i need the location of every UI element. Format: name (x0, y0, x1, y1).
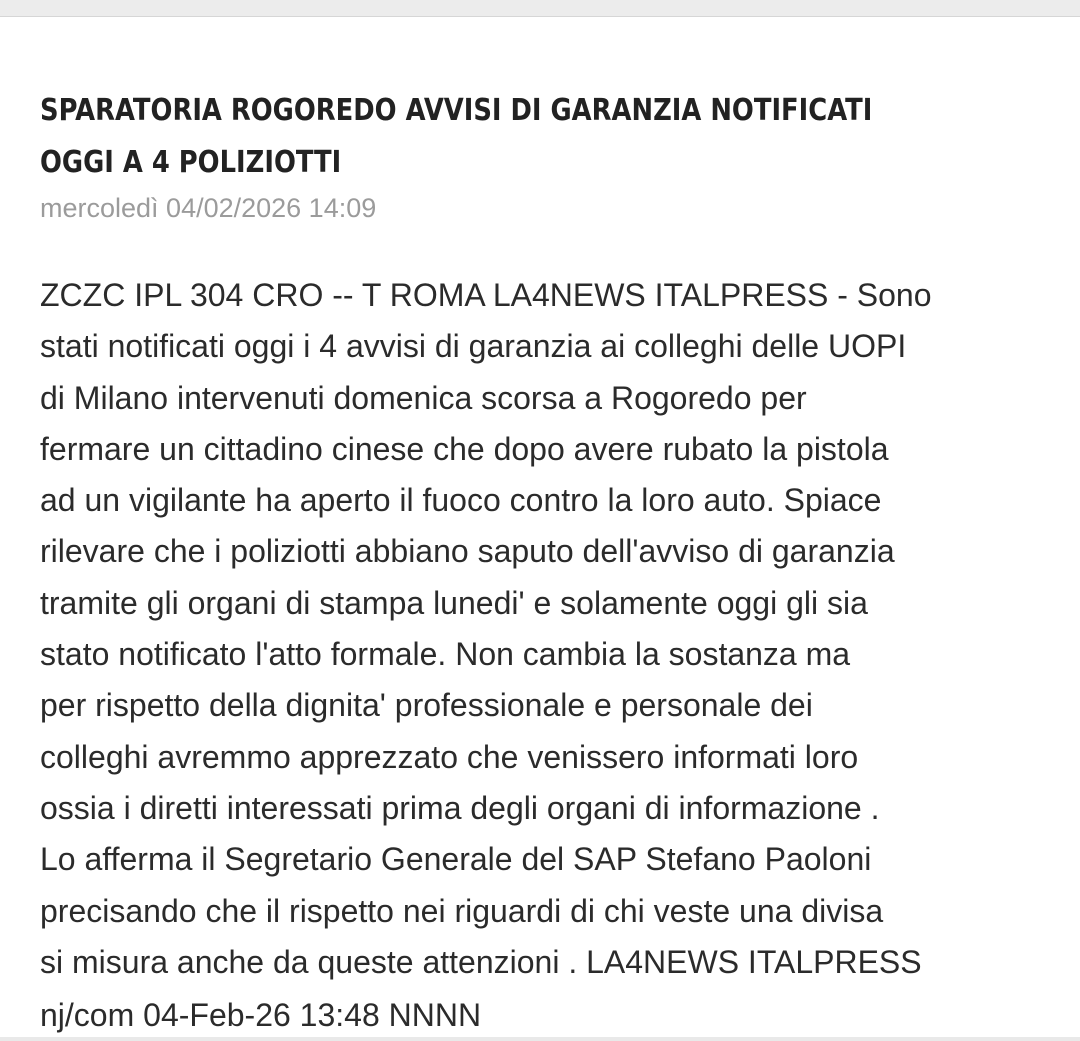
body-line: rilevare che i poliziotti abbiano saputo dell'avviso di garanzia (40, 533, 895, 570)
headline-line: OGGI A 4 POLIZIOTTI (40, 145, 342, 180)
body-line: ossia i diretti interessati prima degli organi di informazione . (40, 789, 880, 826)
body-line: Lo afferma il Segretario Generale del SAP Stefano Paoloni (40, 841, 872, 878)
body-line: si misura anche da queste attenzioni . LA4NEWS ITALPRESS (40, 943, 922, 980)
headline-line: SPARATORIA ROGOREDO AVVISI DI GARANZIA NOTIFICATI (40, 93, 873, 128)
body-line: stati notificati oggi i 4 avvisi di garanzia ai colleghi delle UOPI (40, 328, 907, 365)
body-line: di Milano intervenuti domenica scorsa a Rogoredo per (40, 379, 807, 416)
body-line: stato notificato l'atto formale. Non cambia la sostanza ma (40, 636, 851, 673)
body-line: ZCZC IPL 304 CRO -- T ROMA LA4NEWS ITALPRESS - Sono (40, 277, 932, 313)
body-line: tramite gli organi di stampa lunedi' e solamente oggi gli sia (40, 584, 868, 621)
article-headline (40, 85, 909, 189)
body-line: precisando che il rispetto nei riguardi di chi veste una divisa (40, 892, 884, 929)
article-body-cutoff-line: nj/com 04-Feb-26 13:48 NNNN (40, 997, 482, 1033)
article-date: mercoledì 04/02/2026 14:09 (40, 193, 377, 223)
body-line: colleghi avremmo apprezzato che venissero informati loro (40, 738, 859, 775)
body-line: per rispetto della dignita' professionale e personale dei (40, 687, 813, 724)
body-line: fermare un cittadino cinese che dopo avere rubato la pistola (40, 430, 889, 467)
top-bar (0, 0, 1080, 16)
article-body (40, 270, 1050, 988)
body-line: ad un vigilante ha aperto il fuoco contro la loro auto. Spiace (40, 482, 882, 519)
